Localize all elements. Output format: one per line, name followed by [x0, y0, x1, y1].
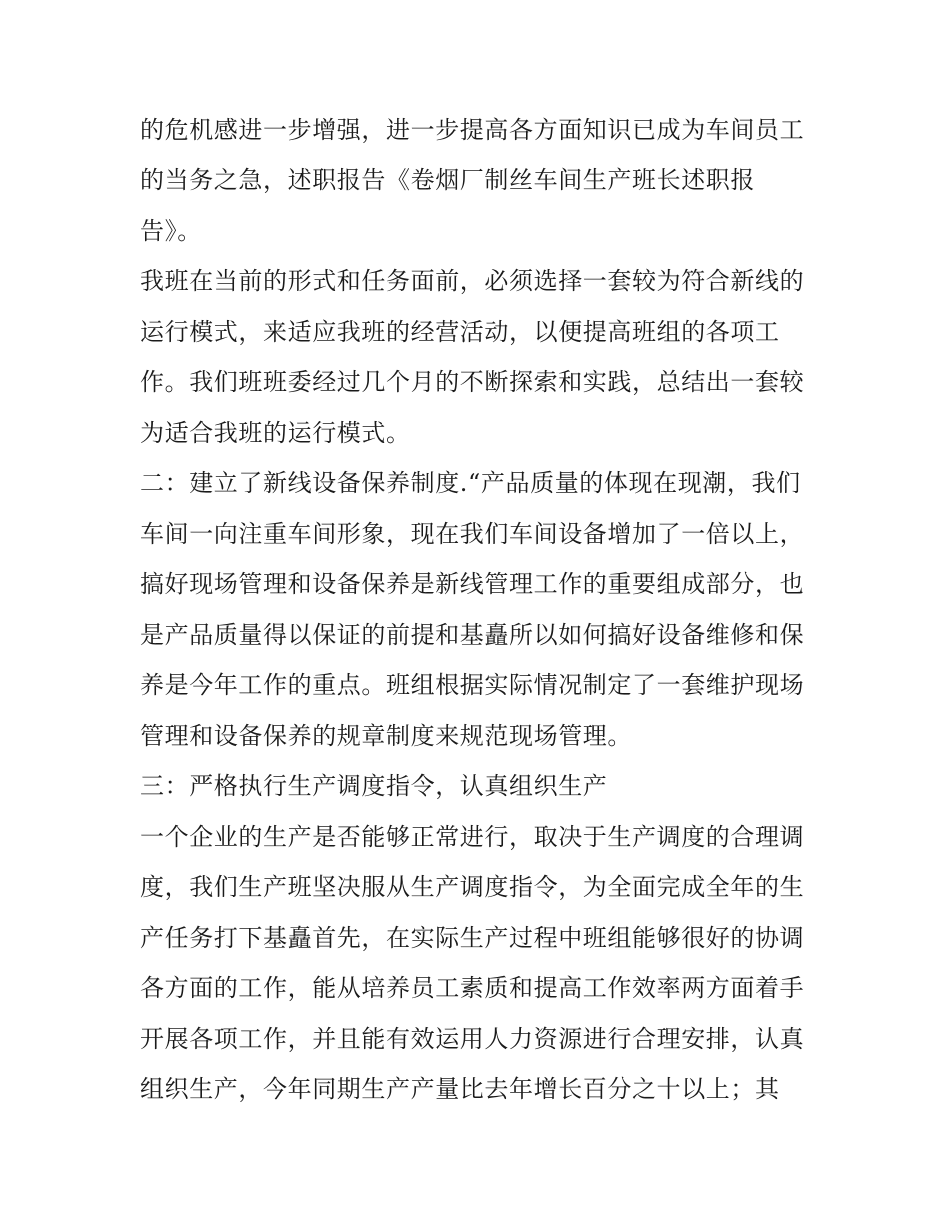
text-line-3: 告》。 — [140, 217, 202, 245]
text-line-9: 车间一向注重车间形象，现在我们车间设备增加了一倍以上， — [140, 520, 805, 548]
text-line-13: 管理和设备保养的规章制度来规范现场管理。 — [140, 722, 632, 750]
text-line-20: 组织生产，今年同期生产产量比去年增长百分之十以上；其 — [140, 1075, 780, 1103]
text-line-8: 二：建立了新线设备保养制度.“产品质量的体现在现潮，我们 — [140, 469, 801, 497]
text-line-15: 一个企业的生产是否能够正常进行，取决于生产调度的合理调 — [140, 823, 805, 851]
text-line-16: 度，我们生产班坚决服从生产调度指令，为全面完成全年的生 — [140, 873, 805, 901]
text-line-1: 的危机感进一步增强，进一步提高各方面知识已成为车间员工 — [140, 116, 805, 144]
text-line-11: 是产品质量得以保证的前提和基矗所以如何搞好设备维修和保 — [140, 621, 805, 649]
text-line-4: 我班在当前的形式和任务面前，必须选择一套较为符合新线的 — [140, 267, 805, 295]
text-line-5: 运行模式，来适应我班的经营活动，以便提高班组的各项工 — [140, 318, 780, 346]
text-line-10: 搞好现场管理和设备保养是新线管理工作的重要组成部分，也 — [140, 570, 805, 598]
text-line-14: 三：严格执行生产调度指令，认真组织生产 — [140, 772, 608, 800]
text-line-17: 产任务打下基矗首先，在实际生产过程中班组能够很好的协调 — [140, 924, 805, 952]
text-line-18: 各方面的工作，能从培养员工素质和提高工作效率两方面着手 — [140, 974, 805, 1002]
text-line-6: 作。我们班班委经过几个月的不断探索和实践，总结出一套较 — [140, 368, 805, 396]
text-line-12: 养是今年工作的重点。班组根据实际情况制定了一套维护现场 — [140, 671, 805, 699]
text-line-19: 开展各项工作，并且能有效运用人力资源进行合理安排，认真 — [140, 1025, 805, 1053]
text-line-2: 的当务之急，述职报告《卷烟厂制丝车间生产班长述职报 — [140, 166, 755, 194]
text-line-7: 为适合我班的运行模式。 — [140, 419, 411, 447]
